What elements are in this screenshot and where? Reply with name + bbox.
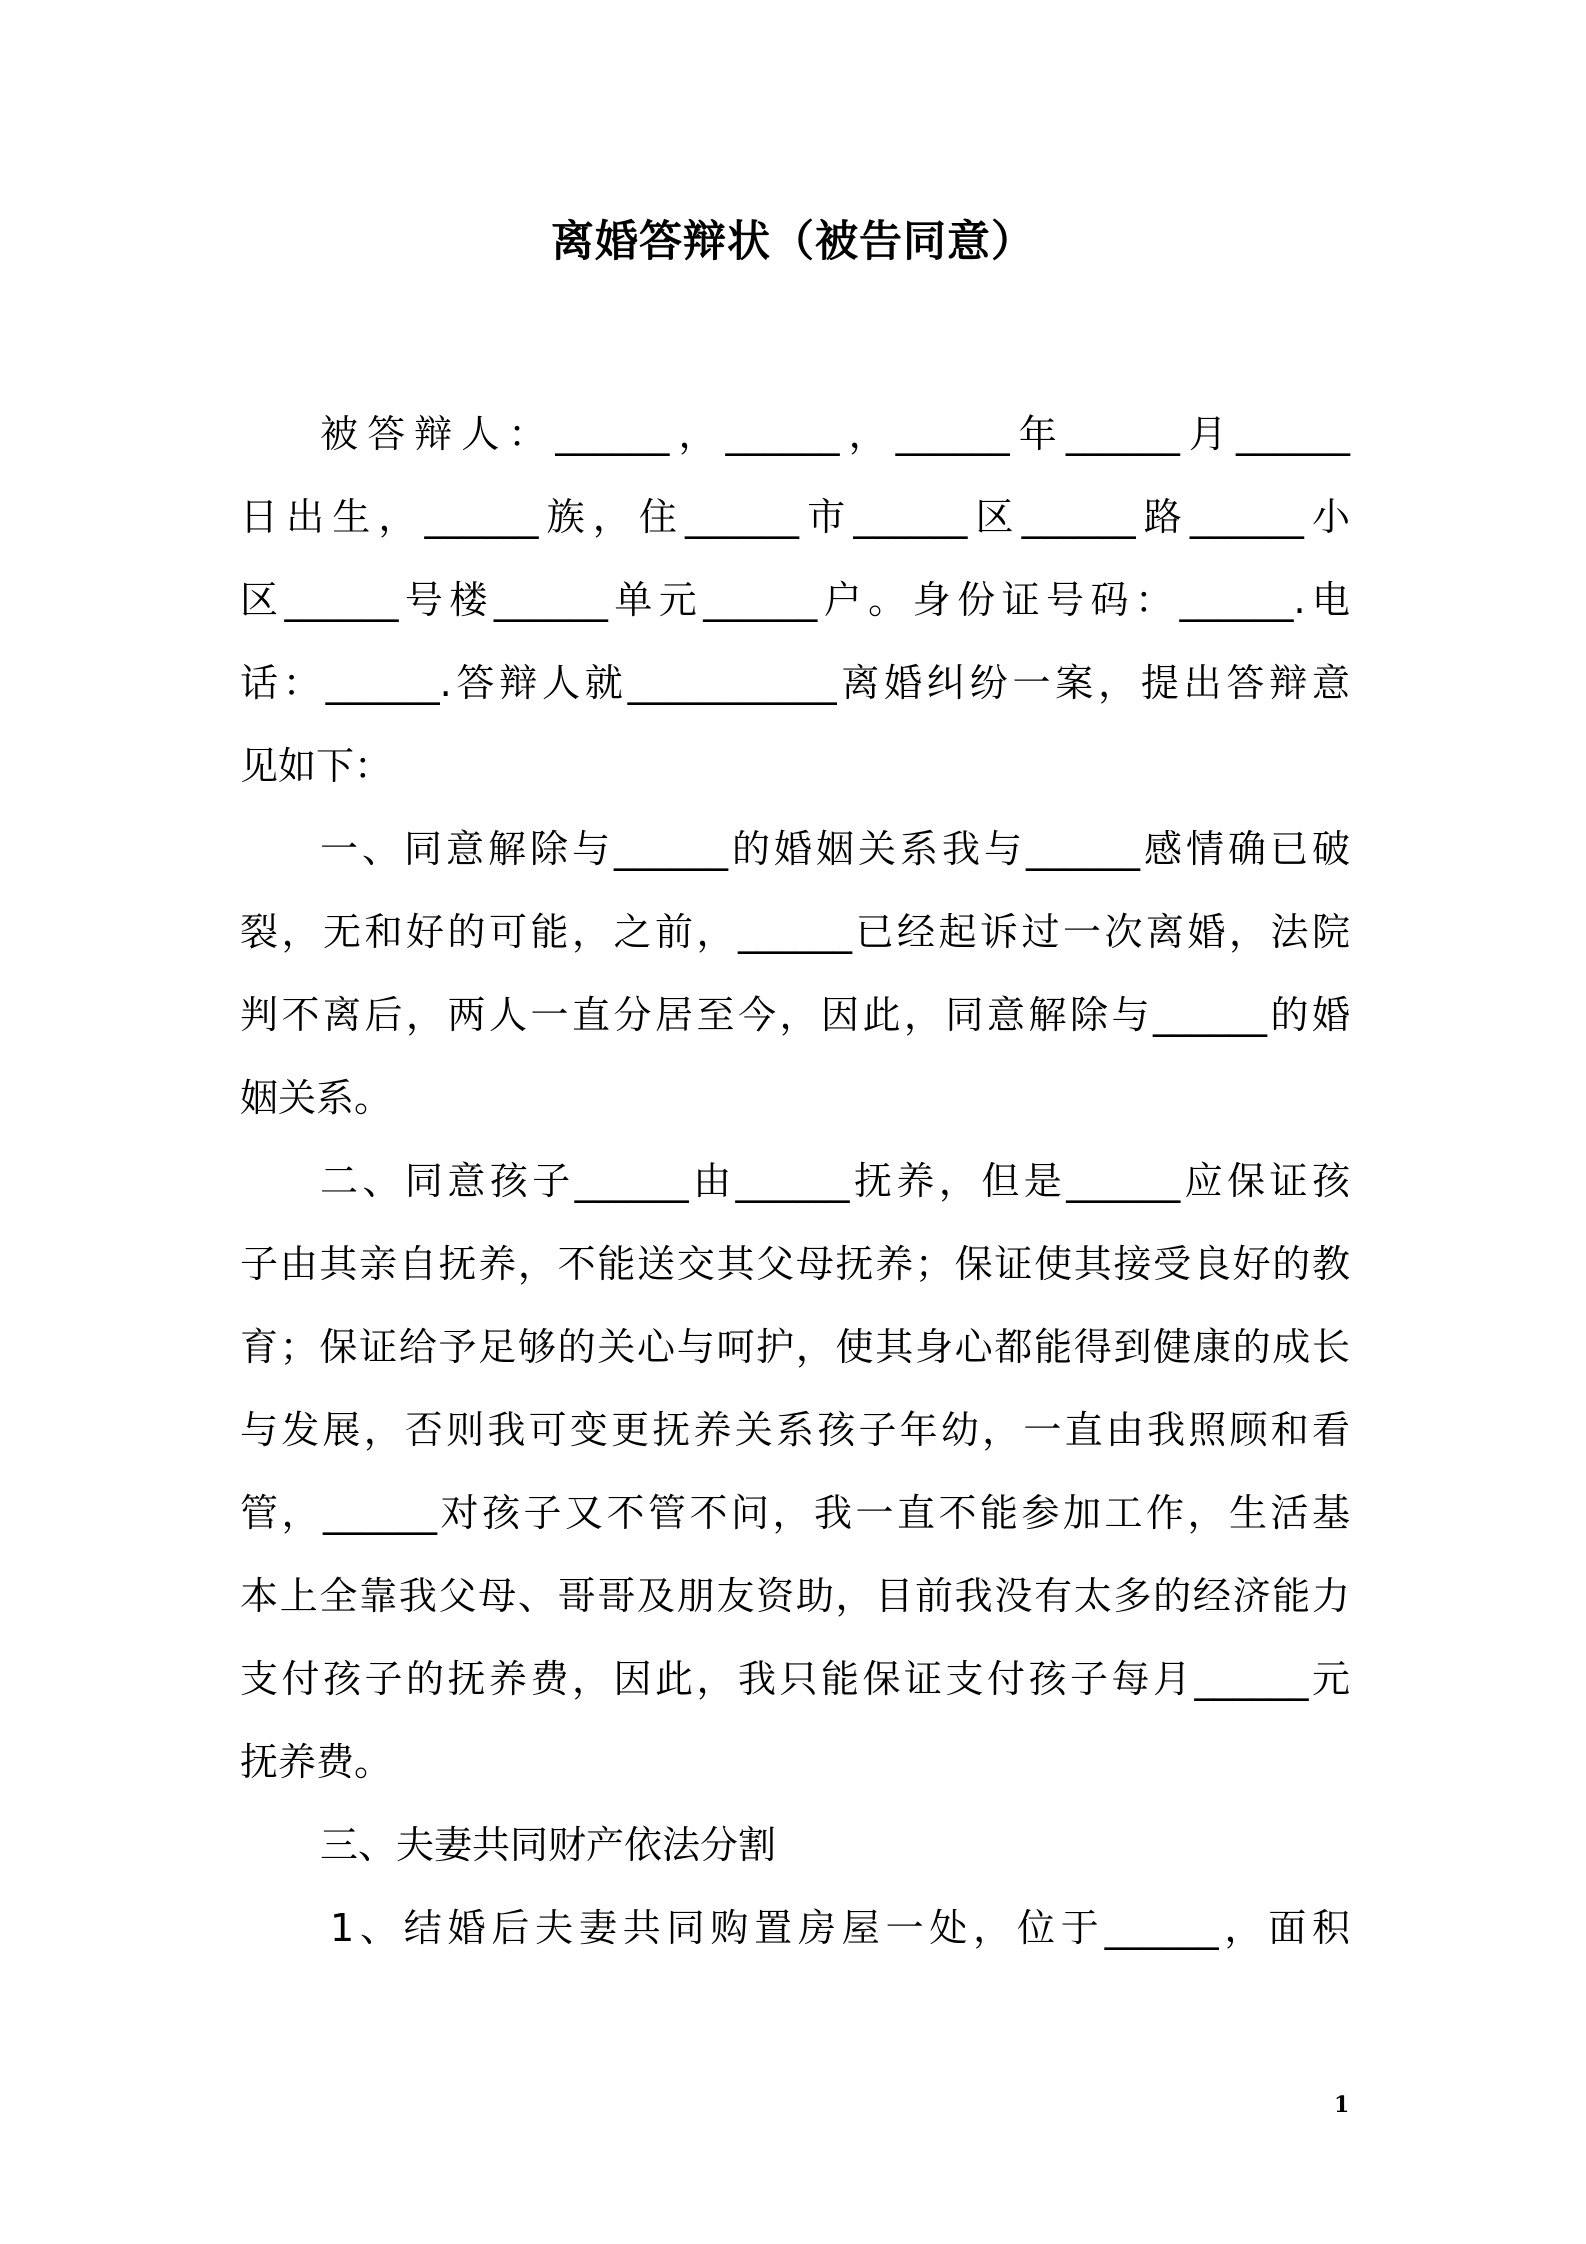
- text-line: 裂，无和好的可能，之前，______已经起诉过一次离婚，法院: [240, 910, 1350, 954]
- text-line: 区______号楼______单元______户。身份证号码：______.电: [240, 578, 1350, 622]
- text-line: 管，______对孩子又不管不问，我一直不能参加工作，生活基: [240, 1491, 1350, 1535]
- text-line: 抚养费。: [240, 1740, 393, 1784]
- text-line: 判不离后，两人一直分居至今，因此，同意解除与______的婚: [240, 993, 1350, 1037]
- text-line: 见如下：: [240, 744, 393, 788]
- text-line: 育；保证给予足够的关心与呵护，使其身心都能得到健康的成长: [240, 1325, 1350, 1369]
- text-line: 话：______.答辩人就___________离婚纠纷一案，提出答辩意: [240, 661, 1350, 705]
- text-line: 姻关系。: [240, 1076, 393, 1120]
- text-line: 本上全靠我父母、哥哥及朋友资助，目前我没有太多的经济能力: [240, 1574, 1350, 1618]
- text-line: 与发展，否则我可变更抚养关系孩子年幼，一直由我照顾和看: [240, 1408, 1350, 1452]
- text-line: 子由其亲自抚养，不能送交其父母抚养；保证使其接受良好的教: [240, 1242, 1350, 1286]
- text-line: 二、同意孩子______由______抚养，但是______应保证孩: [320, 1159, 1350, 1203]
- text-line: 日出生，______族，住______市______区______路______小: [240, 495, 1350, 539]
- text-line: 支付孩子的抚养费，因此，我只能保证支付孩子每月______元: [240, 1657, 1350, 1701]
- text-line: 一、同意解除与______的婚姻关系我与______感情确已破: [320, 827, 1350, 871]
- document-title: 离婚答辩状（被告同意）: [551, 217, 1035, 267]
- text-line: 1、结婚后夫妻共同购置房屋一处，位于______，面积: [330, 1906, 1350, 1950]
- page-number: 1: [1334, 2092, 1350, 2118]
- text-line: 被答辩人：______，______，______年______月______: [320, 412, 1350, 456]
- section-heading: 三、夫妻共同财产依法分割: [320, 1823, 777, 1867]
